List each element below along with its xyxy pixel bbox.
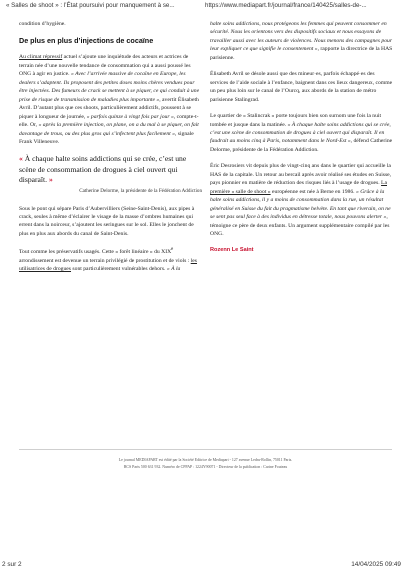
article-author[interactable]: Rozenn Le Saint xyxy=(210,247,254,254)
paragraph-cocaine: Au climat répressif actuel s’ajoute une inquiétude des acteurs et actrices de terrain née d’une nouvelle tendance de consommation qui a aussi poussé les ONG à agir en justice. « Avec l’arrivée massive de cocaïne en Europe, les dealers s’adaptent. Ils proposent des petites doses moins chères vendues pour être injectées. Des fumeurs de crack se mettent à se piquer, ce qui conduit à une prise de risque de transmission de maladies plus importante », avertit Élisabeth Avril. D’autant plus que ces shoots, particulièrement addictifs, poussent à se piquer à longueur de journée, « parfois quinze à vingt fois par jour », compte-t-elle. Or, « après la première injection, on plane, on a du mal à se piquer, on fait davantage de trous, ou des plus gros qui s’infectent plus facilement », signale Frank Villeneuve. xyxy=(19,54,200,145)
pull-quote xyxy=(19,154,202,195)
paragraph-desrosiers: Éric Desrosiers vit depuis plus de vingt-cinq ans dans le quartier qui accueille la HAS de la capitale. Un retour au bercail après avoir réalisé ses études en Suisse, pays pionnier en matière de réduction des risques liés à l’usage de drogues. La première « salle de shoot » européenne est née à Berne en 1986. « Grâce à la halte soins addictions, il y a moins de consommation dans la rue, un résultat généralisé en Suisse du fait du pragmatisme helvète. En tant que riverain, on ne se sent pas seul face à des individus en détresse totale, nous pouvons alerter », témoigne ce père de deux enfants. Un argument supplémentaire compilé par les ONG. xyxy=(210,163,392,237)
paragraph-stalincrak: Le quartier de « Stalincrak » porte toujours bien son surnom une fois la nuit tombée et jusque dans la matinée. « À chaque halte soins addictions qui se crée, c’est une scène de consommation de drogues à ciel ouvert qui disparaît. Il en faudrait au moins cinq à Paris, notamment dans le Nord-Est », défend Catherine Delorme, présidente de la Fédération Addiction. xyxy=(210,113,393,153)
section-heading: De plus en plus d’injections de cocaïne xyxy=(19,36,154,46)
pull-quote-text: À chaque halte soins addictions qui se crée, c’est une scène de consommation de drogues à ciel ouvert qui disparaît. xyxy=(19,154,187,184)
salle-de-shoot-link[interactable]: La première « salle de shoot » xyxy=(210,180,387,195)
page-title-header: « Salles de shoot » : l’État poursuivi pour manquement à se... xyxy=(6,2,175,9)
quote-open-mark: « xyxy=(19,154,23,164)
page-url-header: https://www.mediapart.fr/journal/france/140425/salles-de-... xyxy=(205,2,367,9)
print-datetime: 14/04/2025 09:49 xyxy=(351,561,401,568)
paragraph-hygiene: condition d’hygiène. xyxy=(19,21,66,27)
footer-line-registration: RCS Paris 500 631 932. Numéro de CPPAP : 1224Y90071 - Directeur de la publication : Carine Fouteau xyxy=(123,464,288,469)
footer-line-publisher: Le journal MEDIAPART est édité par la Société Editrice de Mediapart - 127 avenue Ledru-Rollin, 75011 Paris. xyxy=(118,458,293,462)
climat-repressif-link[interactable]: Au climat répressif xyxy=(19,54,63,61)
publisher-footer xyxy=(19,457,392,470)
page-number: 2 sur 2 xyxy=(2,561,22,568)
paragraph-mineurs: Élisabeth Avril se désole aussi que des mineur·es, parfois échappé·es des services de l’aide sociale à l’enfance, baignent dans ces lieux dangereux, comme un peu plus loin sur le canal de l’Ourcq, aux abords de la station de métro parisienne Stalingrad. xyxy=(210,71,393,103)
footer-divider xyxy=(19,449,392,450)
pull-quote-attribution: Catherine Delorme, la présidente de la Fédération Addiction xyxy=(79,188,202,195)
paragraph-halte: halte soins addictions, nous protégeons les femmes qui peuvent consommer en sécurité. Nous les orientons vers des dispositifs sociaux et nous essayons de travailler aussi avec les auteurs de violences. Nous menons des campagnes pour leur expliquer ce que signifie le consentement », rapporte la directrice de la HAS parisienne. xyxy=(210,21,393,61)
paragraph-pont: Sous le pont qui sépare Paris d’Aubervilliers (Seine-Saint-Denis), aux pipes à crack, seules à même d’éclairer le visage de la masse d’ombres humaines qui errent dans la noirceur, s’ajoutent les seringues sur le sol. Elles le jonchent de plus en plus aux abords du canal de Saint-Denis. xyxy=(19,205,195,237)
article-left-column xyxy=(19,20,202,282)
article-right-column xyxy=(210,20,393,255)
paragraph-preservatifs: Tout comme les préservatifs usagés. Cette « forêt linéaire » du XIXe arrondissement est devenue un terrain privilégié de prostitution et de viols : les utilisatrices de drogues sont particulièrement vulnérables dehors. « À la xyxy=(19,247,197,273)
quote-close-mark: » xyxy=(48,174,53,184)
utilisatrices-link[interactable]: les utilisatrices de drogues xyxy=(19,257,197,273)
